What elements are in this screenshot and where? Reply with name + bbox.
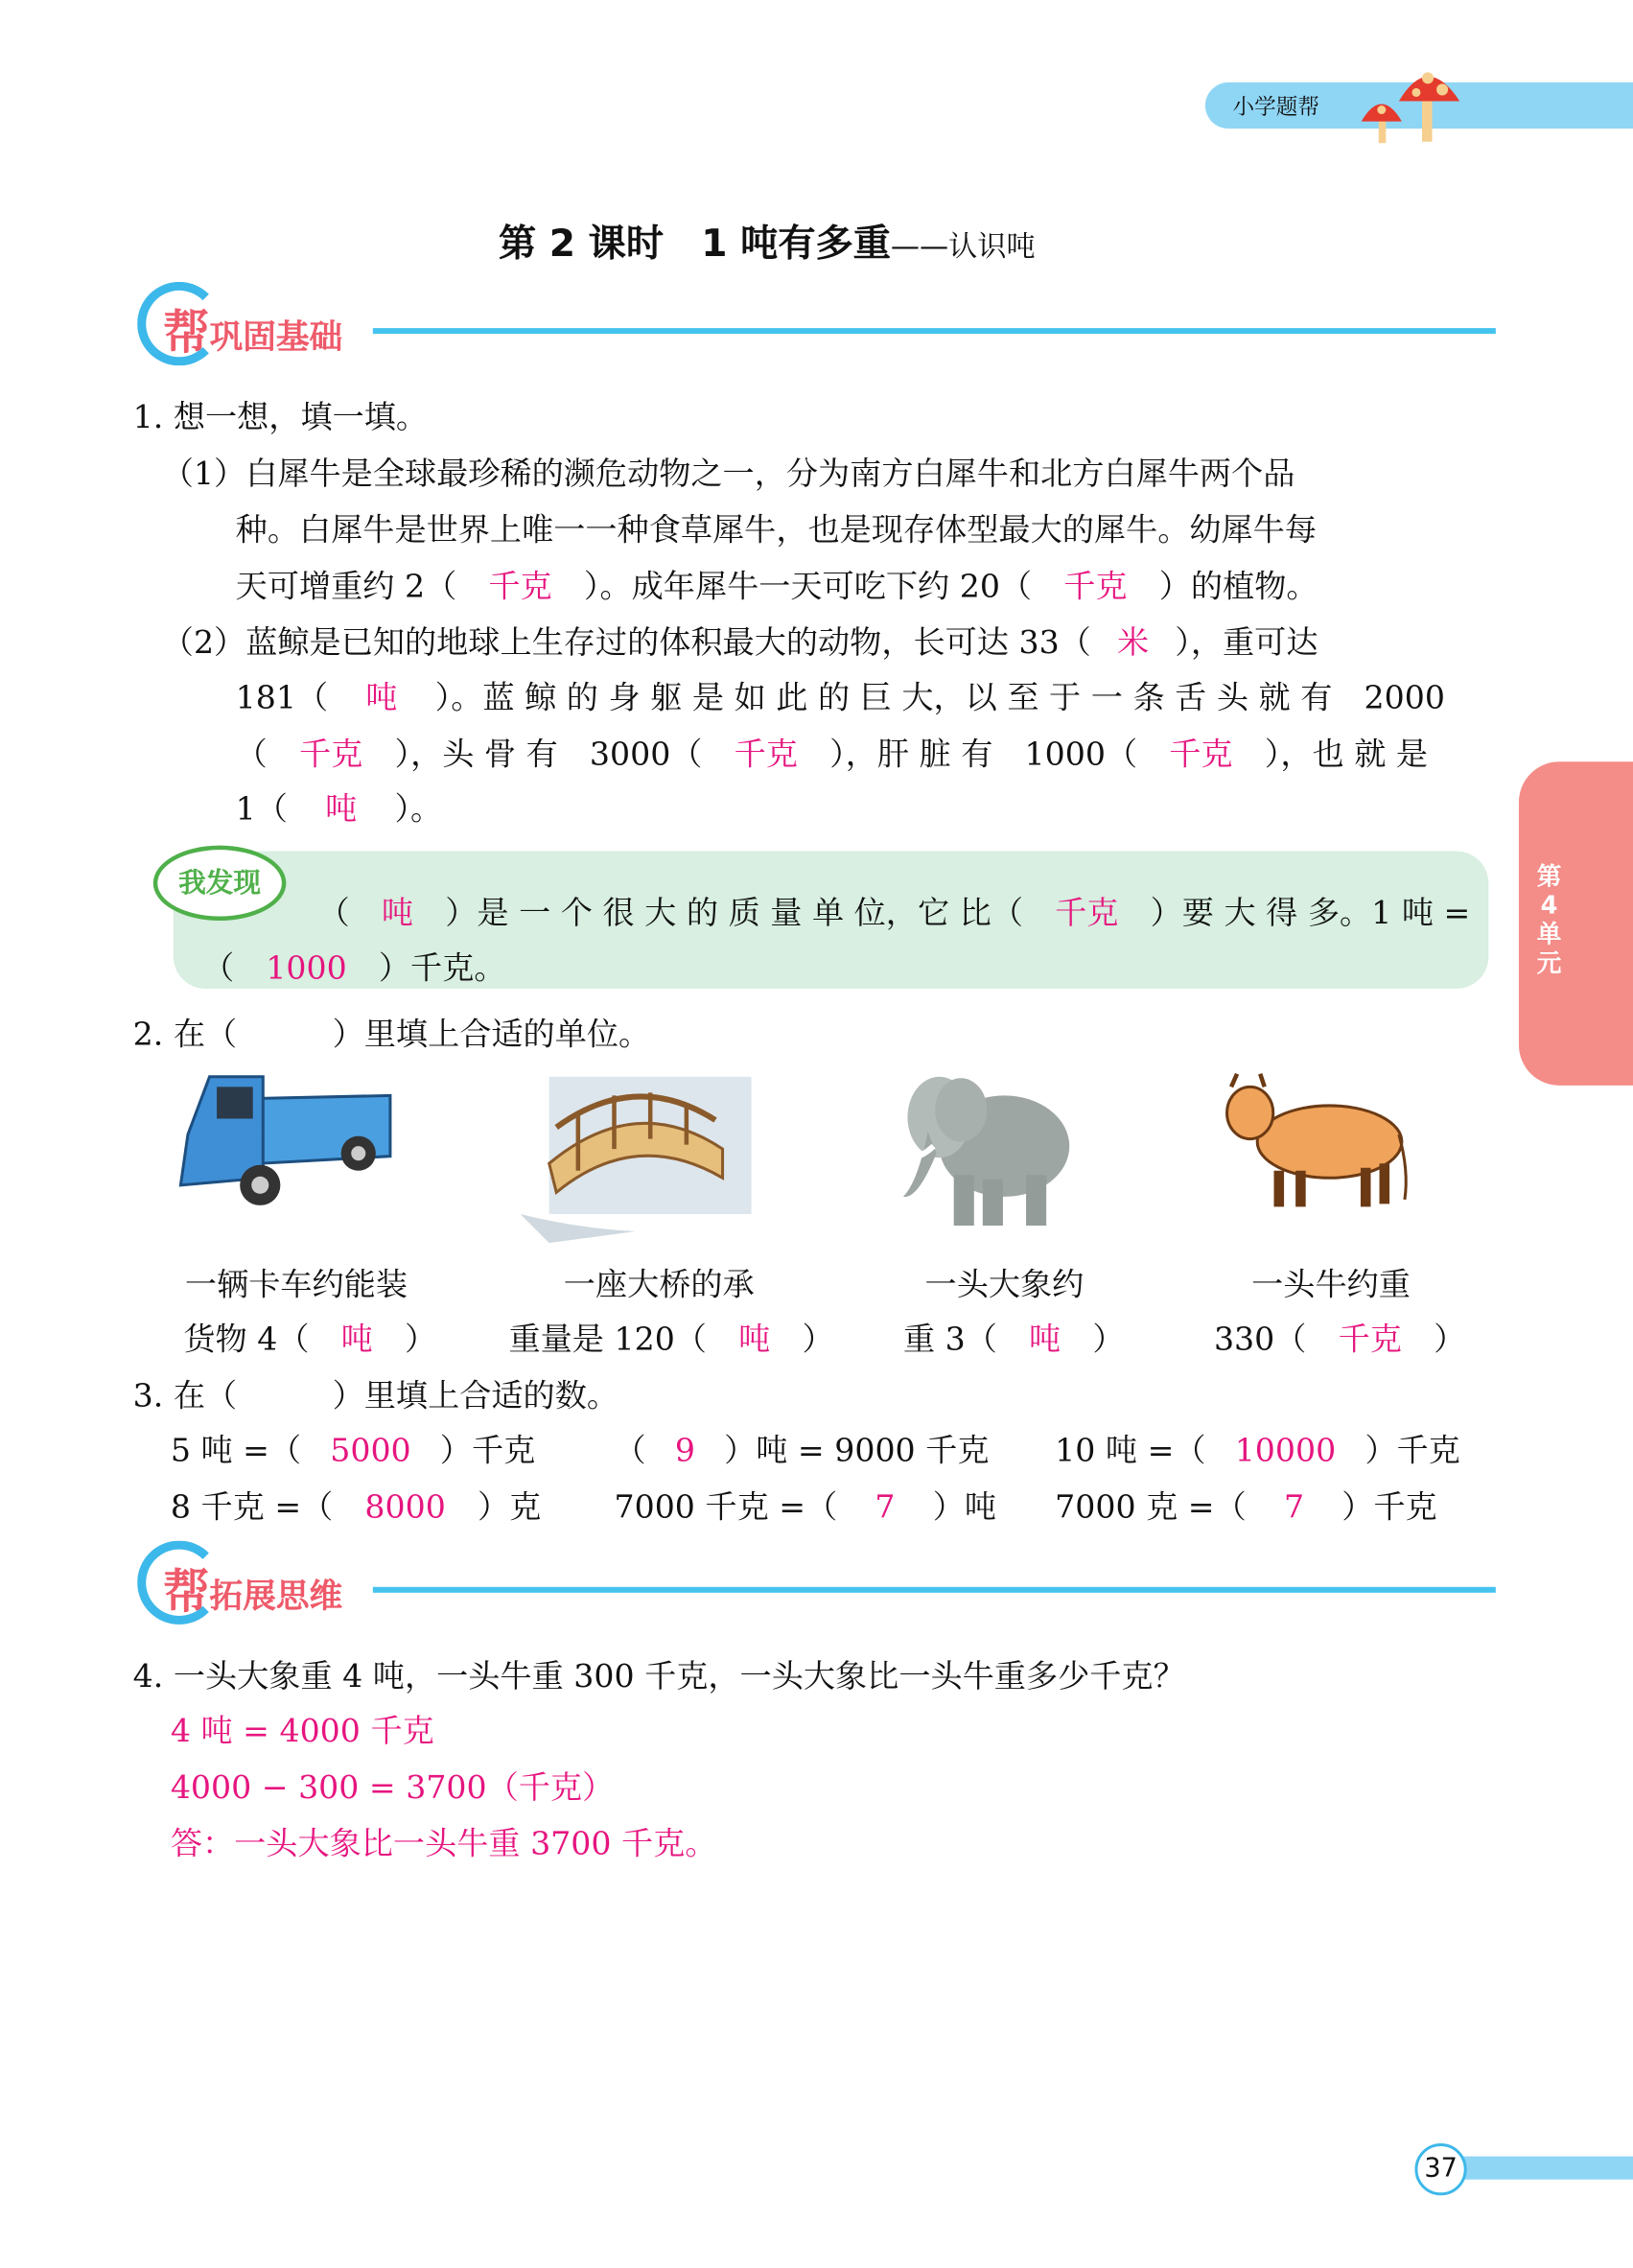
q2-stem: 2. 在（ ）里填上合适的单位。 [132,1017,651,1054]
q3-item: 10 吨 =（ 10000 ）千克 [1055,1434,1460,1470]
section-basic-title: 帮巩固基础 [163,304,343,361]
q1-p1-line2: 种。白犀牛是世界上唯一一种食草犀牛，也是现存体型最大的犀牛。幼犀牛每 [235,513,1317,549]
q2-item-elephant-line1: 一头大象约 [924,1267,1085,1304]
lesson-title: 第 2 课时 1 吨有多重——认识吨 [498,222,1036,267]
q2-item-bridge-line1: 一座大桥的承 [563,1267,755,1304]
q1-p1-line3: 天可增重约 2（ 千克 ）。成年犀牛一天可吃下约 20（ 千克 ）的植物。 [235,569,1318,606]
page-number: 37 [1414,2143,1466,2195]
bridge-image [521,1069,752,1243]
q3-item: 7000 克 =（ 7 ）千克 [1055,1489,1437,1527]
discovery-line1: （ 吨 ）是 一 个 很 大 的 质 量 单 位，它 比（ 千克 ）要 大 得 多。1 吨 = [317,896,1471,933]
q1-stem: 1. 想一想，填一填。 [132,400,429,437]
q3-item: 7000 千克 =（ 7 ）吨 [614,1489,997,1527]
q2-item-truck-line2: 货物 4（ 吨 ） [183,1321,437,1359]
q1-p2-line1: （2）蓝鲸是已知的地球上生存过的体积最大的动物，长可达 33（ 米 ），重可达 [161,625,1318,663]
q3-item: 5 吨 =（ 5000 ）千克 [170,1434,536,1470]
q2-item-elephant-line2: 重 3（ 吨 ） [902,1321,1125,1359]
discovery-line2: （ 1000 ）千克。 [201,950,506,988]
q4-answer-line: 4000 − 300 = 3700（千克） [170,1770,615,1807]
q3-item: 8 千克 =（ 8000 ）克 [170,1489,542,1527]
q1-p2-line2: 181（ 吨 ）。蓝 鲸 的 身 躯 是 如 此 的 巨 大，以 至 于 一 条 舌 头 就 有 2000 [235,680,1445,717]
divider [373,328,1496,334]
q3-stem: 3. 在（ ）里填上合适的数。 [132,1378,619,1415]
q1-p1-line1: （1）白犀牛是全球最珍稀的濒危动物之一，分为南方白犀牛和北方白犀牛两个品 [161,456,1295,493]
divider [373,1587,1496,1593]
discovery-badge: 我发现 [153,846,287,921]
q4-answer-line: 4 吨 = 4000 千克 [170,1714,434,1751]
q4-answer-line: 答：一头大象比一头牛重 3700 千克。 [170,1826,717,1863]
elephant-image [881,1066,1076,1232]
q2-item-truck-line1: 一辆卡车约能装 [184,1267,408,1304]
q2-item-cow-line1: 一头牛约重 [1251,1267,1411,1304]
footer-bar [1445,2157,1633,2180]
q1-p2-line4: 1（ 吨 ）。 [235,791,443,829]
q4-stem: 4. 一头大象重 4 吨，一头牛重 300 千克，一头大象比一头牛重多少千克？ [132,1659,1185,1695]
q1-p2-line3: （ 千克 ），头 骨 有 3000（ 千克 ），肝 脏 有 1000（ 千克 ），也 就 是 [235,737,1429,774]
q2-item-bridge-line2: 重量是 120（ 吨 ） [508,1321,834,1359]
q3-item: （ 9 ）吨 = 9000 千克 [614,1434,990,1470]
unit-tab: 第4单元 [1519,761,1633,1086]
brand-label: 小学题帮 [1232,93,1320,121]
q2-item-cow-line2: 330（ 千克 ） [1213,1321,1466,1359]
cow-image [1214,1069,1424,1214]
mushroom-icon [1359,58,1467,147]
truck-image [174,1069,398,1221]
section-expand-title: 帮拓展思维 [163,1563,343,1619]
